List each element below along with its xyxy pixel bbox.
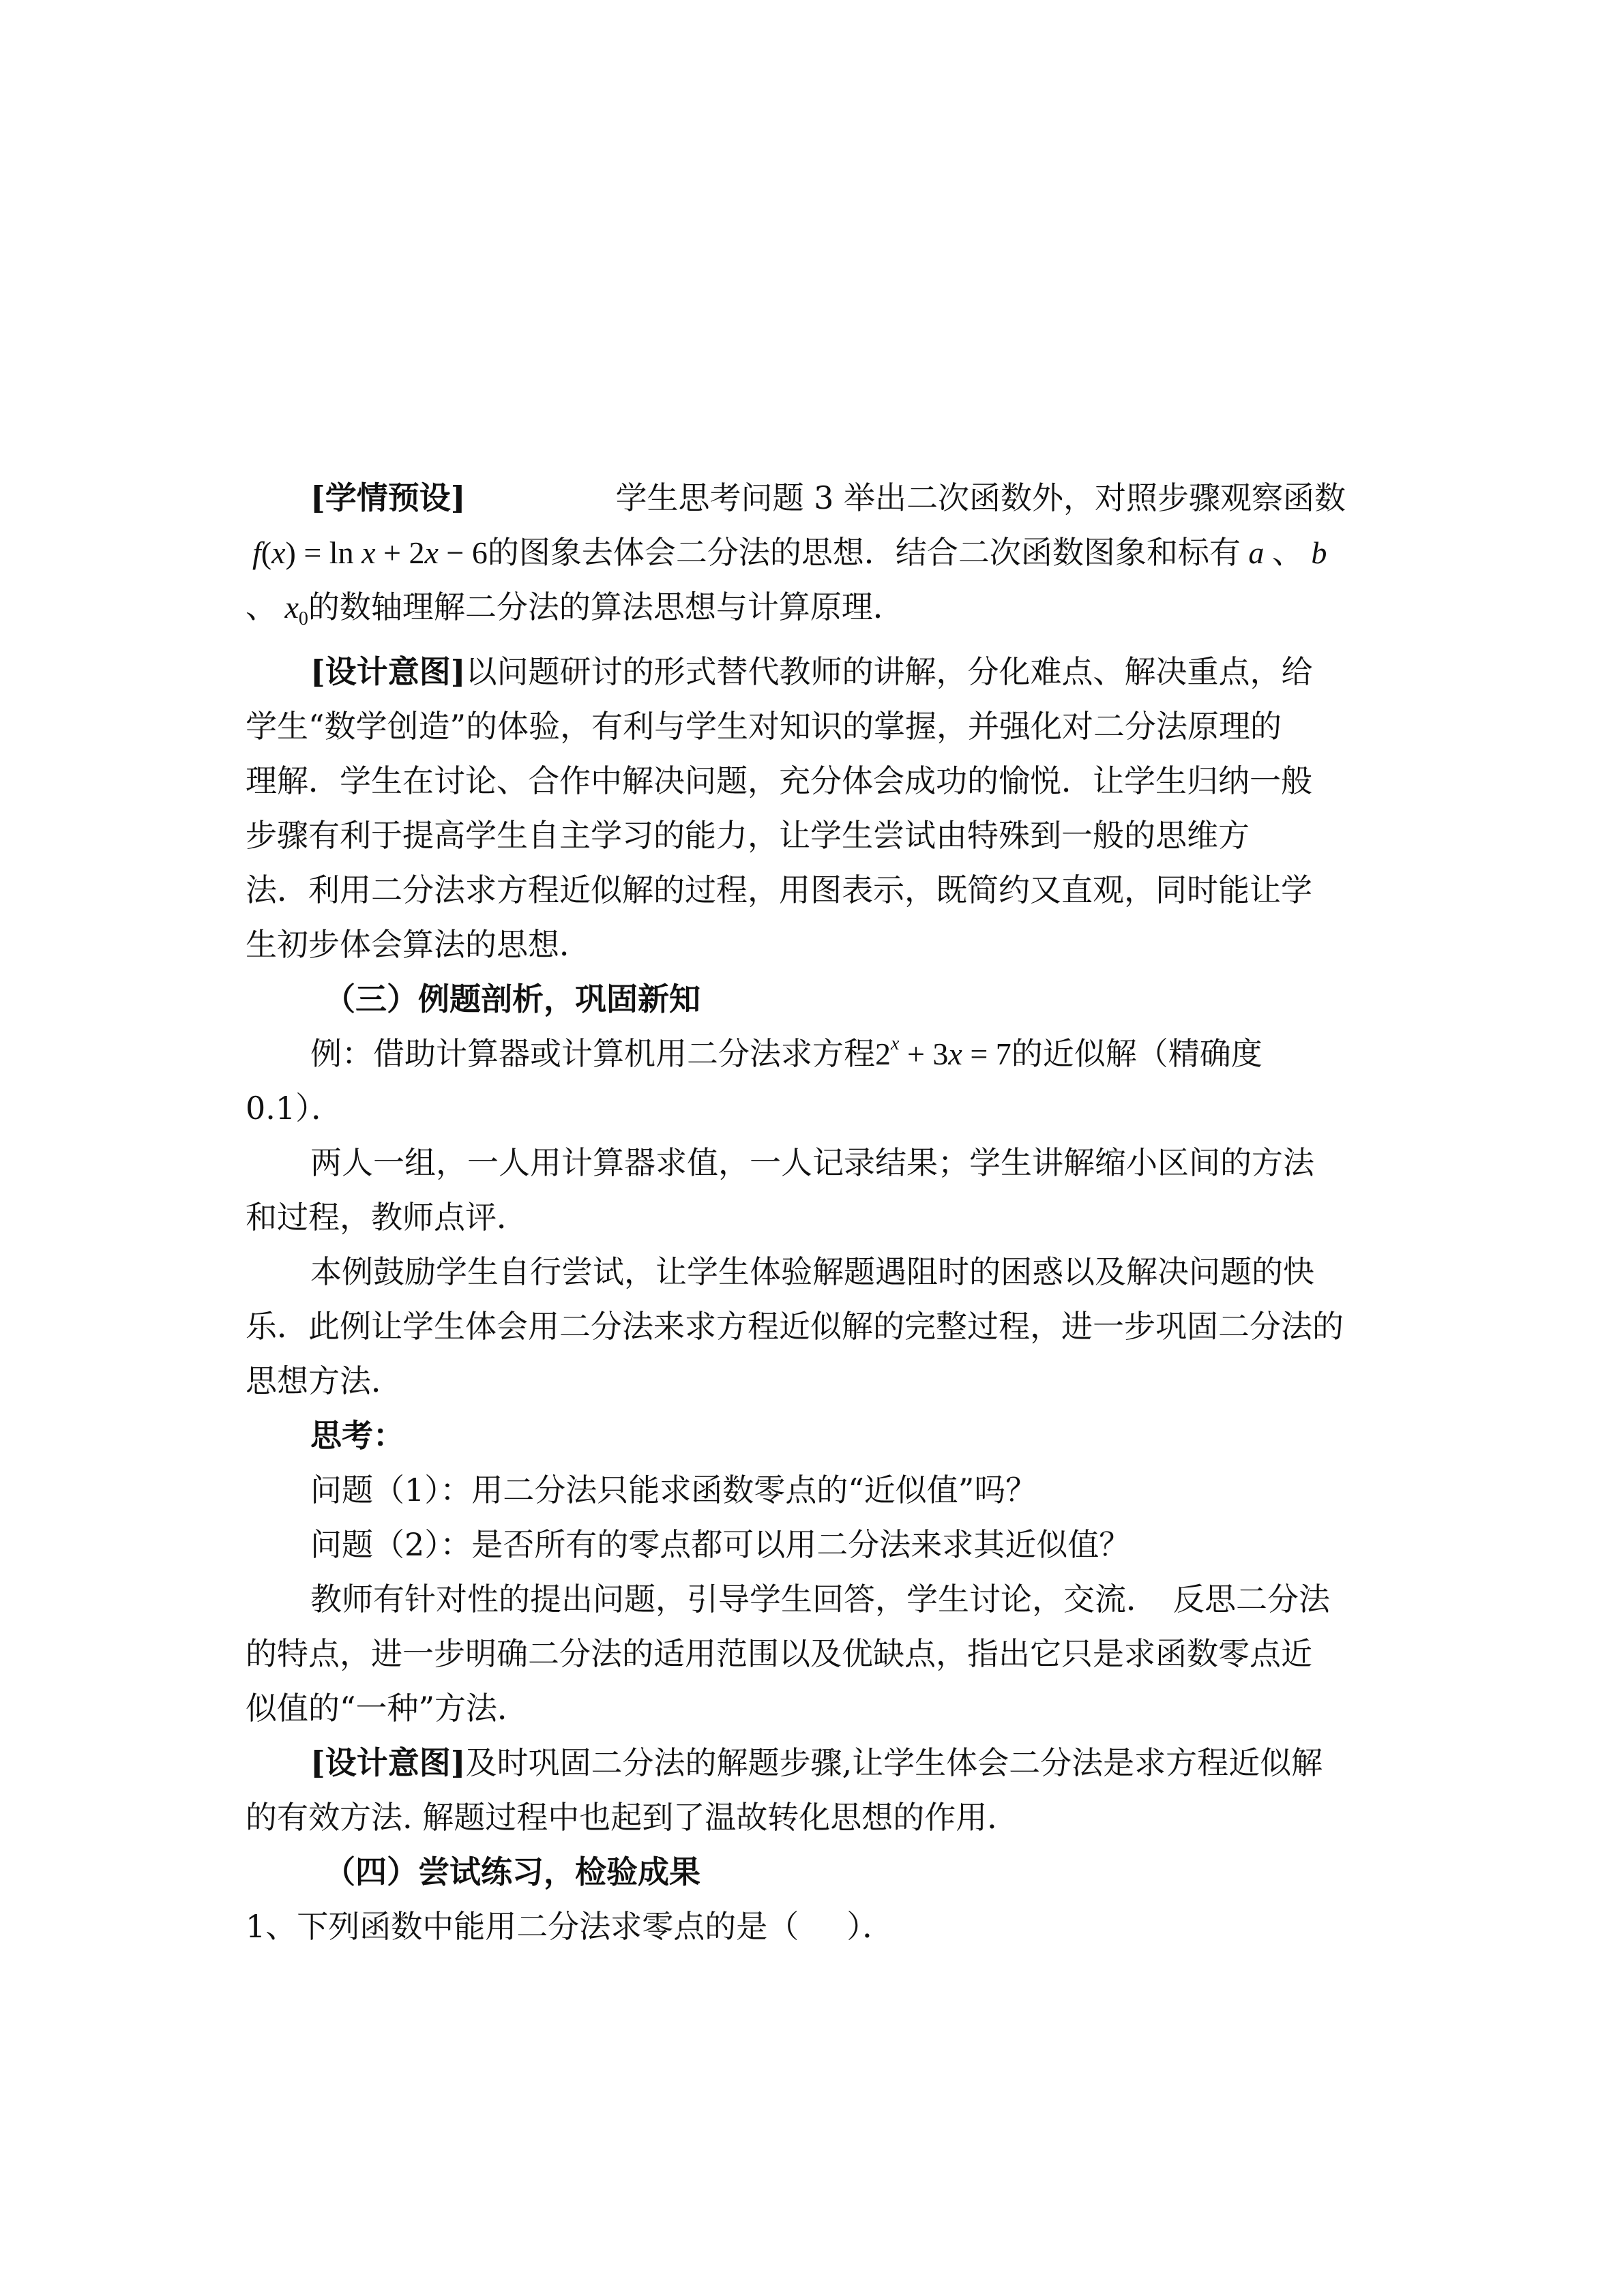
para3-line-3: 似值的“一种”方法． <box>246 1690 529 1727</box>
var-x0-sub: 0 <box>298 608 308 629</box>
design1-text-1: 以问题研讨的形式替代教师的讲解，分化难点、解决重点，给 <box>465 653 1313 690</box>
exercise-1 <box>246 1899 1385 1954</box>
design1-line-1 <box>310 644 1449 699</box>
para2-line-3: 思想方法． <box>246 1362 402 1399</box>
exercise-1-prefix: 1、下列函数中能用二分法求零点的是（ <box>246 1908 799 1945</box>
var-a: a <box>1248 535 1265 570</box>
design2-line-1 <box>310 1735 1449 1790</box>
intro-line-1 <box>310 471 1449 525</box>
design1-line-4: 步骤有利于提高学生自主学习的能力，让学生尝试由特殊到一般的思维方 <box>246 817 1250 854</box>
design1-line-3: 理解．学生在讨论、合作中解决问题，充分体会成功的愉悦．让学生归纳一般 <box>246 762 1312 799</box>
example-line-1 <box>310 1026 1449 1082</box>
intro-text-1: 学生思考问题 3 举出二次函数外，对照步骤观察函数 <box>615 479 1346 516</box>
example-equation: $2^x + 3x = 7$ <box>875 1033 1012 1071</box>
para1-line-1: 两人一组，一人用计算器求值，一人记录结果；学生讲解缩小区间的方法 <box>310 1144 1314 1181</box>
example-suffix: 的近似解（精确度 <box>1011 1035 1263 1072</box>
question-2: 问题（2）：是否所有的零点都可以用二分法来求其近似值？ <box>310 1526 1131 1563</box>
para3-line-1: 教师有针对性的提出问题，引导学生回答，学生讨论，交流． 反思二分法 <box>310 1581 1330 1617</box>
design1-line-5: 法．利用二分法求方程近似解的过程，用图表示，既简约又直观，同时能让学 <box>246 871 1312 908</box>
example-prefix: 例：借助计算器或计算机用二分法求方程 <box>310 1035 875 1072</box>
design1-line-6: 生初步体会算法的思想． <box>246 926 591 963</box>
exercise-1-suffix: ）． <box>846 1908 894 1945</box>
section4-heading: （四）尝试练习，检验成果 <box>324 1853 700 1890</box>
design2-text-1: 及时巩固二分法的解题步骤,让学生体会二分法是求方程近似解 <box>465 1744 1323 1781</box>
para2-line-1: 本例鼓励学生自行尝试，让学生体验解题遇阻时的困惑以及解决问题的快 <box>310 1253 1314 1290</box>
var-b: b <box>1311 535 1327 570</box>
intro-formula: f(x) = ln x + 2x − 6 <box>252 535 488 570</box>
design2-line-2: 的有效方法. 解题过程中也起到了温故转化思想的作用． <box>246 1799 1019 1836</box>
sep-1: 、 <box>1271 534 1303 571</box>
design1-line-2: 学生“数学创造”的体验，有利与学生对知识的掌握，并强化对二分法原理的 <box>246 708 1282 745</box>
design1-label: [设计意图] <box>310 653 466 690</box>
example-line-2: 0.1）． <box>246 1090 343 1127</box>
intro-label: [学情预设] <box>310 479 466 516</box>
design2-label: [设计意图] <box>310 1744 466 1781</box>
para1-line-2: 和过程，教师点评． <box>246 1199 528 1236</box>
para3-line-2: 的特点，进一步明确二分法的适用范围以及优缺点，指出它只是求函数零点近 <box>246 1635 1312 1672</box>
intro-text-2: 的图象去体会二分法的思想．结合二次函数图象和标有 <box>487 534 1241 571</box>
intro-line-3 <box>246 580 1385 635</box>
intro-text-3: 的数轴理解二分法的算法思想与计算原理． <box>308 588 904 625</box>
section3-heading: （三）例题剖析，巩固新知 <box>324 981 700 1017</box>
think-label: 思考： <box>310 1417 404 1454</box>
para2-line-2: 乐．此例让学生体会用二分法来求方程近似解的完整过程，进一步巩固二分法的 <box>246 1308 1344 1345</box>
question-1: 问题（1）：用二分法只能求函数零点的“近似值”吗？ <box>310 1472 1037 1508</box>
intro-line-2 <box>252 525 1391 580</box>
var-x0: x <box>284 590 299 625</box>
sep-2: 、 <box>246 588 277 625</box>
